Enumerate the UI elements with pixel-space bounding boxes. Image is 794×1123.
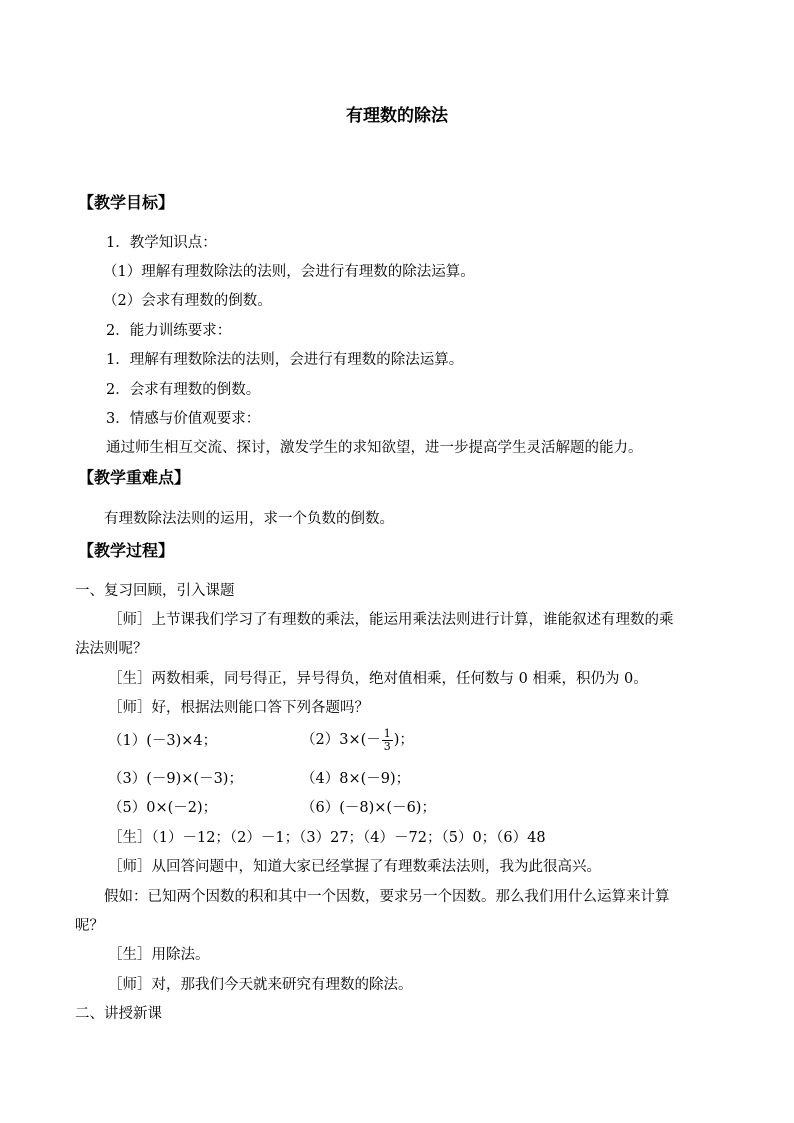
goal-3: 3．情感与价值观要求：	[106, 411, 261, 427]
dialogue-line: ［师］好，根据法则能口答下列各题吗？	[108, 700, 369, 716]
question-5: （5）0×(－2)；	[108, 800, 218, 816]
goal-1a: （1）理解有理数除法的法则，会进行有理数的除法运算。	[103, 264, 475, 280]
process-part-2: 二、讲授新课	[75, 1006, 162, 1022]
goal-3a: 通过师生相互交流、探讨，激发学生的求知欲望，进一步提高学生灵活解题的能力。	[106, 440, 643, 456]
fraction-one-third	[382, 728, 393, 753]
goal-1: 1．教学知识点：	[106, 235, 217, 251]
dialogue-line: ［师］对，那我们今天就来研究有理数的除法。	[108, 977, 413, 993]
dialogue-line: ［师］从回答问题中，知道大家已经掌握了有理数乘法法则，我为此很高兴。	[108, 859, 601, 875]
question-6: （6）(－8)×(－6)；	[301, 800, 436, 816]
dialogue-line: ［生］两数相乘，同号得正，异号得负，绝对值相乘，任何数与 0 相乘，积仍为 0。	[108, 671, 648, 687]
process-part-1: 一、复习回顾，引入课题	[75, 583, 235, 599]
goal-2b: 2．会求有理数的倒数。	[106, 382, 261, 398]
section-heading-process: 【教学过程】	[78, 541, 175, 560]
dialogue-line: ［师］上节课我们学习了有理数的乘法，能运用乘法法则进行计算，谁能叙述有理数的乘	[108, 612, 674, 628]
goal-1b: （2）会求有理数的倒数。	[103, 293, 272, 309]
goal-2a: 1．理解有理数除法的法则，会进行有理数的除法运算。	[106, 352, 464, 368]
page-title: 有理数的除法	[346, 106, 448, 126]
dialogue-line: 呢？	[75, 918, 104, 934]
question-2-prefix: （2）3×(－	[301, 732, 381, 748]
dialogue-line: ［生］（1）－12；（2）－1；（3）27；（4）－72；（5）0；（6）48	[108, 830, 546, 846]
goal-2: 2．能力训练要求：	[106, 323, 232, 339]
section-heading-key-points: 【教学重难点】	[78, 468, 191, 487]
fraction-numerator: 1	[383, 726, 391, 740]
question-4: （4）8×(－9)；	[301, 771, 411, 787]
dialogue-line: 假如：已知两个因数的积和其中一个因数，要求另一个因数。那么我们用什么运算来计算	[104, 889, 670, 905]
key-points-text: 有理数除法法则的运用，求一个负数的倒数。	[104, 511, 394, 527]
question-3: （3）(－9)×(－3)；	[108, 771, 243, 787]
section-heading-goals: 【教学目标】	[78, 193, 175, 212]
question-2-suffix: )；	[393, 732, 414, 748]
question-1: （1）(－3)×4；	[108, 733, 218, 749]
dialogue-line: 法法则呢？	[75, 641, 148, 657]
fraction-denominator: 3	[383, 739, 391, 753]
dialogue-line: ［生］用除法。	[108, 947, 210, 963]
question-2	[301, 720, 414, 760]
